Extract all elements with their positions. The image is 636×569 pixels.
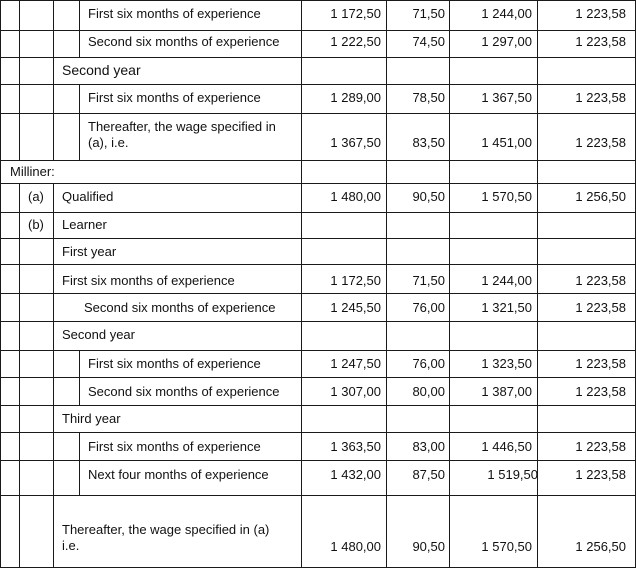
- row-label: Second six months of experience: [88, 34, 280, 49]
- row-divider: [0, 57, 636, 58]
- row-divider: [0, 264, 636, 265]
- value-cell: 80,00: [412, 384, 445, 399]
- row-divider: [0, 0, 636, 1]
- value-cell: 1 363,50: [330, 439, 381, 454]
- value-cell: 1 519,50: [487, 467, 538, 482]
- value-cell: 1 387,00: [481, 384, 532, 399]
- row-label-line: Thereafter, the wage specified in: [88, 119, 276, 134]
- value-cell: 71,50: [412, 6, 445, 21]
- value-cell: 1 223,58: [575, 34, 626, 49]
- row-divider: [0, 495, 636, 496]
- value-cell: 1 570,50: [481, 539, 532, 554]
- row-label: Qualified: [62, 189, 114, 204]
- value-cell: 1 570,50: [481, 189, 532, 204]
- value-cell: 1 244,00: [481, 273, 532, 288]
- indent-divider: [79, 0, 80, 57]
- value-cell: 1 223,58: [575, 384, 626, 399]
- value-cell: 74,50: [412, 34, 445, 49]
- value-cell: 1 244,00: [481, 6, 532, 21]
- indent-divider: [19, 0, 20, 160]
- column-divider: [0, 0, 1, 568]
- row-divider: [0, 377, 636, 378]
- value-cell: 1 451,00: [481, 135, 532, 150]
- row-label: Second six months of experience: [84, 300, 276, 315]
- value-cell: 1 446,50: [481, 439, 532, 454]
- row-divider: [0, 432, 636, 433]
- value-cell: 1 172,50: [330, 273, 381, 288]
- indent-divider: [79, 350, 80, 405]
- indent-divider: [53, 0, 54, 160]
- value-cell: 1 289,00: [330, 90, 381, 105]
- row-label: Next four months of experience: [88, 467, 269, 482]
- indent-divider: [79, 432, 80, 495]
- indent-divider: [79, 84, 80, 160]
- row-divider: [0, 113, 636, 114]
- row-label: Learner: [62, 217, 107, 232]
- row-divider: [0, 238, 636, 239]
- row-divider: [0, 460, 636, 461]
- value-cell: 1 307,00: [330, 384, 381, 399]
- value-cell: 1 223,58: [575, 135, 626, 150]
- value-cell: 1 256,50: [575, 539, 626, 554]
- value-cell: 90,50: [412, 189, 445, 204]
- value-cell: 1 432,00: [330, 467, 381, 482]
- value-cell: 1 222,50: [330, 34, 381, 49]
- row-divider: [0, 30, 636, 31]
- value-cell: 1 321,50: [481, 300, 532, 315]
- row-label-line: Thereafter, the wage specified in (a): [62, 522, 270, 537]
- value-cell: 1 172,50: [330, 6, 381, 21]
- row-divider: [0, 350, 636, 351]
- row-divider: [0, 321, 636, 322]
- value-cell: 1 367,50: [330, 135, 381, 150]
- value-cell: 1 367,50: [481, 90, 532, 105]
- section-heading: Milliner:: [10, 164, 55, 179]
- value-cell: 1 223,58: [575, 90, 626, 105]
- row-label: First six months of experience: [88, 439, 261, 454]
- row-label-line: (a), i.e.: [88, 135, 129, 150]
- row-label: First six months of experience: [88, 6, 261, 21]
- row-divider: [0, 183, 636, 184]
- row-divider: [0, 567, 636, 568]
- row-divider: [0, 160, 636, 161]
- value-cell: 83,00: [412, 439, 445, 454]
- item-marker: (b): [28, 217, 44, 232]
- row-label: Second six months of experience: [88, 384, 280, 399]
- value-cell: 76,00: [412, 356, 445, 371]
- row-divider: [0, 212, 636, 213]
- value-cell: 1 256,50: [575, 189, 626, 204]
- item-marker: (a): [28, 189, 44, 204]
- value-cell: 1 223,58: [575, 439, 626, 454]
- value-cell: 1 480,00: [330, 539, 381, 554]
- value-cell: 1 245,50: [330, 300, 381, 315]
- section-heading: Second year: [62, 62, 141, 78]
- row-divider: [0, 293, 636, 294]
- value-cell: 1 480,00: [330, 189, 381, 204]
- row-label: First six months of experience: [88, 356, 261, 371]
- value-cell: 90,50: [412, 539, 445, 554]
- row-label: First six months of experience: [62, 273, 235, 288]
- row-divider: [0, 84, 636, 85]
- indent-divider: [19, 183, 20, 568]
- row-label-line: i.e.: [62, 538, 80, 553]
- value-cell: 1 247,50: [330, 356, 381, 371]
- value-cell: 1 297,00: [481, 34, 532, 49]
- value-cell: 1 223,58: [575, 273, 626, 288]
- row-divider: [0, 405, 636, 406]
- indent-divider: [53, 183, 54, 568]
- value-cell: 1 223,58: [575, 300, 626, 315]
- value-cell: 76,00: [412, 300, 445, 315]
- value-cell: 1 223,58: [575, 467, 626, 482]
- value-cell: 71,50: [412, 273, 445, 288]
- value-cell: 83,50: [412, 135, 445, 150]
- value-cell: 87,50: [412, 467, 445, 482]
- value-cell: 78,50: [412, 90, 445, 105]
- row-label: First six months of experience: [88, 90, 261, 105]
- value-cell: 1 223,58: [575, 356, 626, 371]
- section-heading: First year: [62, 244, 117, 259]
- value-cell: 1 323,50: [481, 356, 532, 371]
- section-heading: Second year: [62, 327, 135, 342]
- value-cell: 1 223,58: [575, 6, 626, 21]
- section-heading: Third year: [62, 411, 121, 426]
